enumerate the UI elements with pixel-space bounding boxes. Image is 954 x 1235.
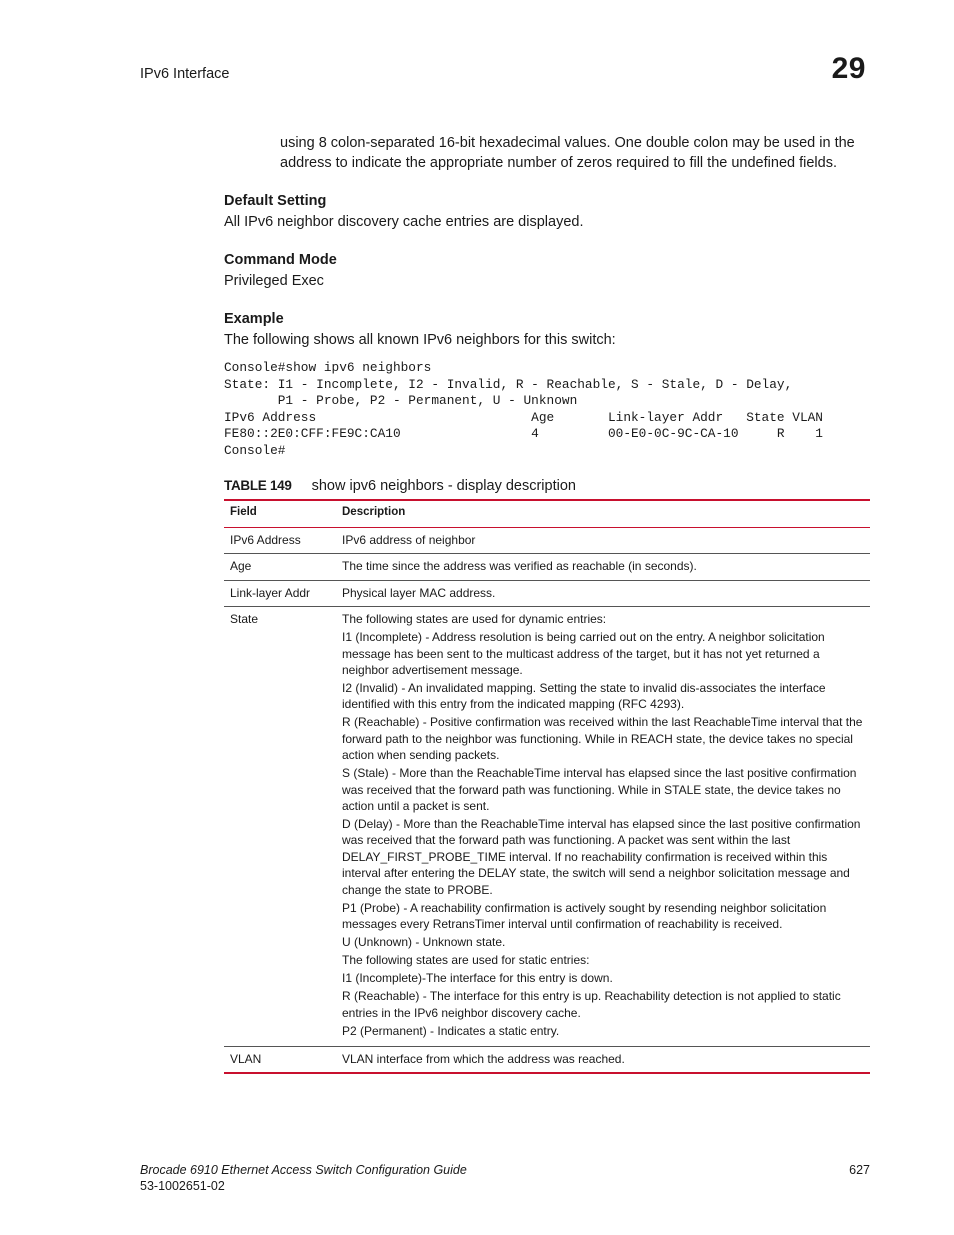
code-line: P1 - Probe, P2 - Permanent, U - Unknown: [224, 393, 578, 409]
description-cell: The time since the address was verified as reachable (in seconds).: [336, 554, 870, 580]
column-header-field: Field: [224, 500, 336, 528]
state-description-line: U (Unknown) - Unknown state.: [342, 935, 506, 950]
code-line: Console#: [224, 442, 286, 458]
state-description-line: R (Reachable) - The interface for this entry is up. Reachability detection is not applied to static entries in the IPv6 neighbor discovery cache.: [342, 989, 841, 1020]
table-row: [224, 554, 870, 580]
table-row: [224, 580, 870, 606]
command-mode-section: [224, 251, 874, 290]
intro-text: using 8 colon-separated 16-bit hexadecimal values. One double colon may be used in the address to indicate the appropriate number of zeros required to fill the undefined fields.: [280, 135, 855, 171]
description-cell: Physical layer MAC address.: [336, 580, 870, 606]
field-cell: Link-layer Addr: [224, 580, 336, 606]
description-cell: [336, 607, 870, 1046]
page-number: 627: [849, 1163, 870, 1177]
field-cell: IPv6 Address: [224, 528, 336, 554]
table-header-row: [224, 500, 870, 528]
code-line: State: I1 - Incomplete, I2 - Invalid, R - Reachable, S - Stale, D - Delay,: [224, 376, 793, 392]
default-setting-section: [224, 192, 874, 231]
code-line: FE80::2E0:CFF:FE9C:CA10 4 00-E0-0C-9C-CA-10 R 1: [224, 426, 823, 442]
table-row: [224, 607, 870, 1046]
description-cell: VLAN interface from which the address was reached.: [336, 1046, 870, 1073]
code-line: Console#show ipv6 neighbors: [224, 360, 432, 375]
table-row: [224, 1046, 870, 1073]
field-cell: State: [224, 607, 336, 1046]
state-description-line: The following states are used for static entries:: [342, 953, 590, 968]
footer-doc-number: 53-1002651-02: [140, 1179, 225, 1193]
footer-doc-title: Brocade 6910 Ethernet Access Switch Configuration Guide: [140, 1163, 467, 1177]
example-section: [224, 310, 874, 349]
command-mode-text: Privileged Exec: [224, 273, 324, 289]
state-description-line: P2 (Permanent) - Indicates a static entry.: [342, 1023, 560, 1038]
code-line: IPv6 Address Age Link-layer Addr State VLAN: [224, 409, 823, 425]
state-description-line: I1 (Incomplete) - Address resolution is being carried out on the entry. A neighbor solicitation message has been sent to the multicast address of the target, but it has not yet returned a neighbor advertisement message.: [342, 630, 825, 678]
table-row: [224, 528, 870, 554]
table-caption: [224, 478, 576, 494]
state-description-line: The following states are used for dynamic entries:: [342, 612, 607, 627]
state-description-line: I1 (Incomplete)-The interface for this entry is down.: [342, 971, 613, 986]
default-setting-heading: Default Setting: [224, 193, 327, 209]
field-cell: VLAN: [224, 1046, 336, 1073]
running-header-section: IPv6 Interface: [140, 66, 230, 82]
state-description-line: D (Delay) - More than the ReachableTime interval has elapsed since the last positive confirmation was received that the forward path was functioning. A packet was sent within the last DELAY_FIRST_PROBE_TIME interval. If no reachability confirmation is received within this interval after entering the DELAY state, the switch will send a neighbor solicitation message and change the state to PROBE.: [342, 817, 861, 897]
code-example: [224, 360, 823, 460]
state-description-line: R (Reachable) - Positive confirmation was received within the last ReachableTime interval that the forward path to the neighbor was functioning. While in REACH state, the device takes no special action when sending packets.: [342, 715, 863, 763]
state-description-line: I2 (Invalid) - An invalidated mapping. Setting the state to invalid dis-associates the interface identified with this entry from the indicated mapping (RFC 4293).: [342, 681, 826, 712]
table-title: show ipv6 neighbors - display description: [311, 478, 576, 494]
default-setting-text: All IPv6 neighbor discovery cache entries are displayed.: [224, 214, 584, 230]
description-table: [224, 499, 870, 1074]
field-cell: Age: [224, 554, 336, 580]
intro-paragraph: [280, 134, 880, 173]
table-label: TABLE 149: [224, 478, 292, 493]
description-cell: IPv6 address of neighbor: [336, 528, 870, 554]
example-text: The following shows all known IPv6 neighbors for this switch:: [224, 332, 616, 348]
state-description-line: P1 (Probe) - A reachability confirmation is actively sought by resending neighbor solicitation messages every RetransTimer interval until confirmation of reachability is received.: [342, 900, 827, 932]
page-footer: [140, 1162, 870, 1194]
state-description-line: S (Stale) - More than the ReachableTime interval has elapsed since the last positive confirmation was received that the forward path was functioning. While in STALE state, the device takes no action until a packet is sent.: [342, 766, 857, 814]
column-header-description: Description: [336, 500, 870, 528]
chapter-number: 29: [831, 52, 866, 85]
command-mode-heading: Command Mode: [224, 252, 337, 268]
example-heading: Example: [224, 311, 284, 327]
